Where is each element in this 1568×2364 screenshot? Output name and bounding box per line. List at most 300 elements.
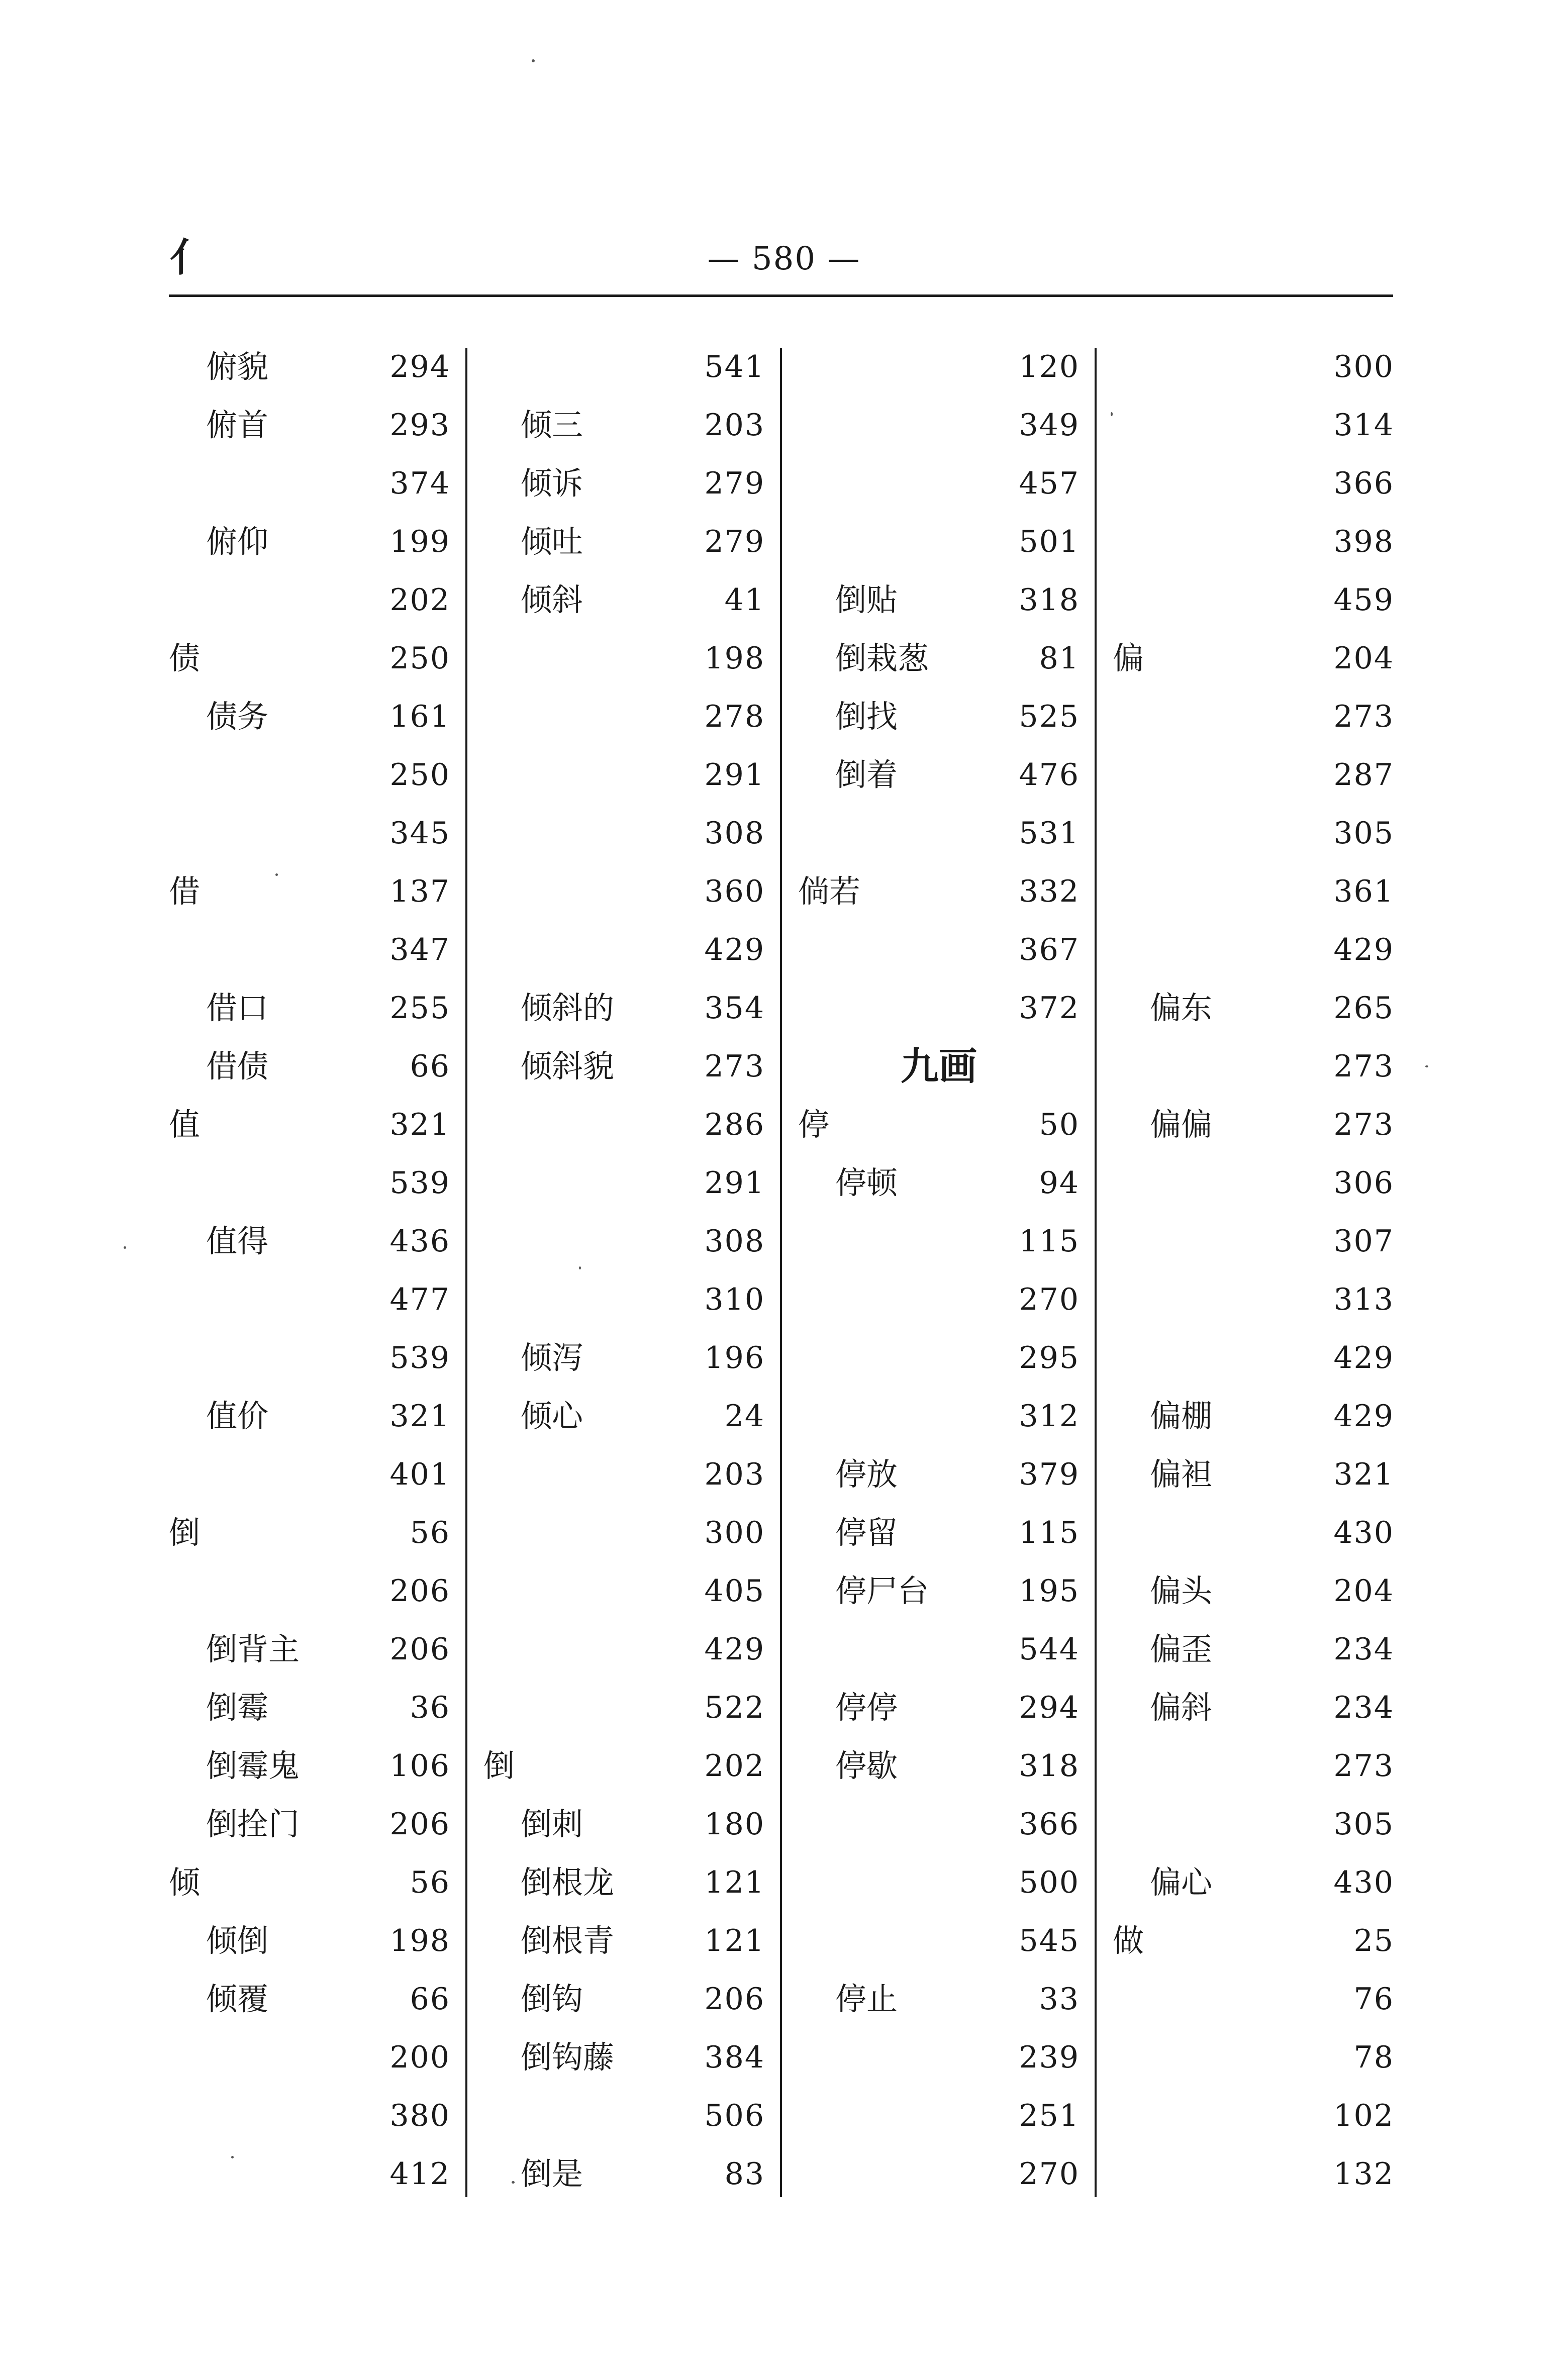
index-entry [169, 979, 465, 1037]
page-header [0, 0, 1568, 302]
index-subentry: 俯貌 [206, 348, 269, 385]
index-entry [1113, 804, 1409, 862]
index-entry [1113, 1737, 1409, 1795]
index-entry [169, 1853, 465, 1912]
index-entry [798, 1620, 1095, 1679]
index-body [169, 338, 1393, 2197]
index-entry [1113, 1154, 1409, 1212]
index-subentry: 偏歪 [1150, 1631, 1213, 1667]
index-entry [798, 1970, 1095, 2028]
page-reference: 250 [389, 757, 450, 793]
index-entry [1113, 338, 1409, 396]
index-entry [798, 571, 1095, 629]
index-subentry: 倾诉 [521, 465, 583, 502]
index-entry [483, 687, 780, 746]
index-entry [1113, 1853, 1409, 1912]
index-entry [483, 1912, 780, 1970]
page-reference: 94 [1039, 1165, 1080, 1201]
page-reference: 56 [410, 1865, 450, 1900]
page-reference: 132 [1333, 2156, 1394, 2192]
index-headword: 偏 [1113, 640, 1144, 676]
page-reference: 321 [389, 1107, 450, 1142]
index-entry [483, 1970, 780, 2028]
page-reference: 401 [389, 1457, 450, 1492]
page-reference: 270 [1019, 2156, 1080, 2192]
index-entry [483, 629, 780, 687]
index-subentry: 倾斜 [521, 581, 583, 618]
page-reference: 360 [704, 874, 765, 909]
page-reference: 300 [1333, 349, 1394, 384]
page-reference: 384 [704, 2040, 765, 2075]
index-entry [169, 1387, 465, 1445]
page-reference: 366 [1333, 466, 1394, 501]
index-subentry: 停歇 [835, 1747, 898, 1784]
page-reference: 278 [704, 699, 765, 734]
page-reference: 305 [1333, 816, 1394, 851]
index-subentry: 停停 [835, 1689, 898, 1726]
index-entry [483, 1679, 780, 1737]
scan-speck [231, 2156, 234, 2158]
index-entry [169, 862, 465, 921]
index-subentry: 倒根龙 [521, 1864, 615, 1901]
section-title: 九画 [901, 1044, 977, 1089]
index-entry [169, 2145, 465, 2203]
index-subentry: 停放 [835, 1456, 898, 1493]
index-entry [1113, 396, 1409, 454]
page-reference: 308 [704, 1224, 765, 1259]
index-entry [169, 1912, 465, 1970]
scan-speck [532, 59, 535, 62]
page-reference: 287 [1333, 757, 1394, 793]
page-reference: 198 [389, 1923, 450, 1958]
page-reference: 239 [1019, 2040, 1080, 2075]
index-entry [483, 746, 780, 804]
page-reference: 50 [1039, 1107, 1080, 1142]
page-reference: 361 [1333, 874, 1394, 909]
page-reference: 137 [389, 874, 450, 909]
page-reference: 318 [1019, 1748, 1080, 1784]
index-entry [1113, 1970, 1409, 2028]
index-entry [169, 571, 465, 629]
page-reference: 308 [704, 816, 765, 851]
index-column-3 [798, 338, 1095, 2197]
index-subentry: 停止 [835, 1981, 898, 2017]
page-reference: 273 [1333, 699, 1394, 734]
index-headword: 倒 [483, 1747, 515, 1784]
index-subentry: 倾倒 [206, 1922, 269, 1959]
page-reference: 318 [1019, 582, 1080, 618]
page-reference: 198 [704, 641, 765, 676]
page-reference: 196 [704, 1340, 765, 1375]
index-entry [483, 1795, 780, 1853]
page-reference: 115 [1019, 1515, 1080, 1550]
index-subentry: 偏棚 [1150, 1398, 1213, 1434]
page-reference: 545 [1019, 1923, 1080, 1958]
page-reference: 25 [1353, 1923, 1394, 1958]
index-entry [483, 2087, 780, 2145]
page-reference: 180 [704, 1807, 765, 1842]
page-reference: 78 [1353, 2040, 1394, 2075]
page-reference: 405 [704, 1573, 765, 1609]
index-entry [169, 1620, 465, 1679]
index-entry [798, 804, 1095, 862]
index-subentry: 倒着 [835, 756, 898, 793]
index-entry [483, 862, 780, 921]
page-reference: 66 [410, 1982, 450, 2017]
page-reference: 380 [389, 2098, 450, 2133]
index-entry [798, 1912, 1095, 1970]
index-entry [483, 1212, 780, 1270]
page-reference: 279 [704, 466, 765, 501]
index-subentry: 倾泻 [521, 1339, 583, 1376]
page-reference: 202 [389, 582, 450, 618]
page-reference: 544 [1019, 1632, 1080, 1667]
index-subentry: 倾心 [521, 1398, 583, 1434]
index-entry [1113, 687, 1409, 746]
index-subentry: 倒钩藤 [521, 2039, 615, 2076]
index-entry [798, 746, 1095, 804]
index-entry [169, 338, 465, 396]
page-reference: 293 [389, 408, 450, 443]
scan-speck [1111, 412, 1113, 416]
index-subentry: 偏心 [1150, 1864, 1213, 1901]
index-subentry: 俯仰 [206, 523, 269, 560]
index-entry [483, 513, 780, 571]
index-entry [1113, 629, 1409, 687]
page-reference: 459 [1333, 582, 1394, 618]
page-reference: 539 [389, 1165, 450, 1201]
scan-speck [1425, 1065, 1428, 1067]
scan-speck [512, 2181, 515, 2184]
index-column-4 [1113, 338, 1409, 2197]
index-headword: 停 [798, 1106, 830, 1143]
index-entry [798, 1096, 1095, 1154]
index-entry [483, 1270, 780, 1329]
index-entry [169, 513, 465, 571]
index-entry [483, 979, 780, 1037]
page-reference: 430 [1333, 1865, 1394, 1900]
index-subentry: 倾斜的 [521, 990, 615, 1026]
index-entry [1113, 1445, 1409, 1504]
page-reference: 102 [1333, 2098, 1394, 2133]
index-entry [798, 1154, 1095, 1212]
index-subentry: 俯首 [206, 407, 269, 443]
index-entry [1113, 979, 1409, 1037]
index-entry [1113, 1329, 1409, 1387]
page-reference: 250 [389, 641, 450, 676]
index-subentry: 偏偏 [1150, 1106, 1213, 1143]
index-entry [169, 1270, 465, 1329]
page-reference: 115 [1019, 1224, 1080, 1259]
page-reference: 273 [704, 1049, 765, 1084]
page-reference: 234 [1333, 1632, 1394, 1667]
page-reference: 429 [1333, 1399, 1394, 1434]
page-reference: 522 [704, 1690, 765, 1725]
page-reference: 367 [1019, 932, 1080, 967]
index-entry [1113, 1212, 1409, 1270]
index-subentry: 倒霉鬼 [206, 1747, 300, 1784]
index-entry [169, 746, 465, 804]
index-entry [483, 1562, 780, 1620]
page-reference: 203 [704, 1457, 765, 1492]
index-entry [798, 629, 1095, 687]
page-reference: 206 [704, 1982, 765, 2017]
index-subentry: 债务 [206, 698, 269, 735]
page-reference: 270 [1019, 1282, 1080, 1317]
index-subentry: 倒拴门 [206, 1806, 300, 1842]
page-reference: 477 [389, 1282, 450, 1317]
index-entry [483, 1737, 780, 1795]
index-subentry: 借口 [206, 990, 269, 1026]
index-entry [483, 1445, 780, 1504]
page-reference: 321 [1333, 1457, 1394, 1492]
scan-speck [124, 1246, 126, 1249]
index-entry [169, 1037, 465, 1096]
page-reference: 291 [704, 757, 765, 793]
page-reference: 203 [704, 408, 765, 443]
index-subentry: 倒找 [835, 698, 898, 735]
index-entry [169, 1504, 465, 1562]
index-entry [798, 1329, 1095, 1387]
page-number: — 580 — [707, 240, 861, 277]
index-entry [169, 1212, 465, 1270]
index-entry [1113, 2028, 1409, 2087]
index-entry [483, 571, 780, 629]
page-reference: 313 [1333, 1282, 1394, 1317]
page-reference: 273 [1333, 1748, 1394, 1784]
index-entry [169, 1970, 465, 2028]
index-entry [169, 921, 465, 979]
index-headword: 倘若 [798, 873, 861, 910]
index-entry [169, 1679, 465, 1737]
page-reference: 541 [704, 349, 765, 384]
index-entry [798, 1737, 1095, 1795]
index-entry [1113, 1037, 1409, 1096]
index-subentry: 偏头 [1150, 1572, 1213, 1609]
page-reference: 273 [1333, 1049, 1394, 1084]
index-entry [483, 338, 780, 396]
index-entry [169, 2087, 465, 2145]
index-headword: 做 [1113, 1922, 1144, 1959]
index-entry [1113, 1562, 1409, 1620]
page-reference: 372 [1019, 991, 1080, 1026]
index-entry [169, 804, 465, 862]
page-reference: 305 [1333, 1807, 1394, 1842]
page-reference: 295 [1019, 1340, 1080, 1375]
index-entry [169, 1154, 465, 1212]
index-entry [483, 1504, 780, 1562]
page-reference: 429 [1333, 1340, 1394, 1375]
column-divider [1095, 348, 1097, 2197]
index-entry [798, 687, 1095, 746]
page-reference: 206 [389, 1807, 450, 1842]
page-reference: 255 [389, 991, 450, 1026]
page-reference: 366 [1019, 1807, 1080, 1842]
page-reference: 476 [1019, 757, 1080, 793]
index-entry [1113, 1795, 1409, 1853]
page-reference: 286 [704, 1107, 765, 1142]
index-entry [169, 1795, 465, 1853]
index-entry [798, 1562, 1095, 1620]
index-subentry: 倒刺 [521, 1806, 583, 1842]
column-divider [465, 348, 467, 2197]
index-entry [1113, 454, 1409, 513]
stroke-section-heading [798, 1037, 1095, 1096]
index-subentry: 停尸台 [835, 1572, 929, 1609]
page-reference: 436 [389, 1224, 450, 1259]
index-entry [169, 396, 465, 454]
page-reference: 273 [1333, 1107, 1394, 1142]
index-entry [798, 1853, 1095, 1912]
scan-speck [275, 873, 278, 876]
index-entry [1113, 1679, 1409, 1737]
index-subentry: 值价 [206, 1398, 269, 1434]
index-subentry: 倾吐 [521, 523, 583, 560]
index-entry [798, 1504, 1095, 1562]
page-reference: 345 [389, 816, 450, 851]
index-entry [1113, 1270, 1409, 1329]
page-reference: 354 [704, 991, 765, 1026]
page-reference: 36 [410, 1690, 450, 1725]
index-entry [1113, 513, 1409, 571]
page-reference: 539 [389, 1340, 450, 1375]
index-entry [169, 1562, 465, 1620]
scan-speck [579, 1266, 581, 1269]
page-reference: 66 [410, 1049, 450, 1084]
page-reference: 204 [1333, 641, 1394, 676]
page-reference: 457 [1019, 466, 1080, 501]
index-subentry: 偏袒 [1150, 1456, 1213, 1493]
index-entry [1113, 1912, 1409, 1970]
index-entry [169, 1737, 465, 1795]
index-subentry: 倒是 [521, 2155, 583, 2192]
radical-heading: 亻 [170, 235, 210, 280]
index-entry [1113, 1387, 1409, 1445]
page-reference: 206 [389, 1573, 450, 1609]
index-subentry: 倾三 [521, 407, 583, 443]
index-headword: 值 [169, 1106, 201, 1143]
page-reference: 41 [724, 582, 765, 618]
index-entry [798, 979, 1095, 1037]
page-reference: 251 [1019, 2098, 1080, 2133]
page-reference: 531 [1019, 816, 1080, 851]
page-reference: 234 [1333, 1690, 1394, 1725]
header-rule [169, 294, 1393, 297]
index-entry [483, 1037, 780, 1096]
index-entry [483, 1620, 780, 1679]
index-subentry: 倾斜貌 [521, 1048, 615, 1085]
index-headword: 债 [169, 640, 201, 676]
index-entry [798, 862, 1095, 921]
index-subentry: 倒背主 [206, 1631, 300, 1667]
page-reference: 204 [1333, 1573, 1394, 1609]
index-entry [483, 1154, 780, 1212]
page-reference: 81 [1039, 641, 1080, 676]
page-reference: 525 [1019, 699, 1080, 734]
column-divider [780, 348, 782, 2197]
page-reference: 195 [1019, 1573, 1080, 1609]
index-entry [169, 454, 465, 513]
index-entry [169, 1445, 465, 1504]
index-entry [798, 454, 1095, 513]
index-entry [483, 2028, 780, 2087]
page-reference: 500 [1019, 1865, 1080, 1900]
page-reference: 83 [724, 2156, 765, 2192]
index-subentry: 倾覆 [206, 1981, 269, 2017]
index-subentry: 倒钩 [521, 1981, 583, 2017]
page-reference: 312 [1019, 1399, 1080, 1434]
index-entry [798, 1387, 1095, 1445]
page-reference: 398 [1333, 524, 1394, 559]
index-entry [483, 2145, 780, 2203]
page-reference: 429 [704, 1632, 765, 1667]
index-entry [483, 454, 780, 513]
index-subentry: 倒栽葱 [835, 640, 929, 676]
index-entry [483, 1096, 780, 1154]
page-reference: 306 [1333, 1165, 1394, 1201]
page-reference: 199 [389, 524, 450, 559]
index-entry [1113, 862, 1409, 921]
index-entry [798, 921, 1095, 979]
page-reference: 294 [389, 349, 450, 384]
index-entry [1113, 571, 1409, 629]
page-reference: 56 [410, 1515, 450, 1550]
page-reference: 279 [704, 524, 765, 559]
index-entry [1113, 921, 1409, 979]
index-subentry: 倒根青 [521, 1922, 615, 1959]
page-reference: 379 [1019, 1457, 1080, 1492]
page-reference: 121 [704, 1865, 765, 1900]
index-entry [169, 629, 465, 687]
index-entry [483, 1853, 780, 1912]
index-entry [798, 513, 1095, 571]
page-reference: 24 [724, 1399, 765, 1434]
page-reference: 314 [1333, 408, 1394, 443]
index-subentry: 值得 [206, 1223, 269, 1259]
index-entry [798, 396, 1095, 454]
page-reference: 294 [1019, 1690, 1080, 1725]
index-subentry: 偏东 [1150, 990, 1213, 1026]
index-entry [169, 1096, 465, 1154]
page-reference: 206 [389, 1632, 450, 1667]
page-reference: 76 [1353, 1982, 1394, 2017]
index-entry [483, 1387, 780, 1445]
index-entry [1113, 1096, 1409, 1154]
index-headword: 倾 [169, 1864, 201, 1901]
page-reference: 121 [704, 1923, 765, 1958]
page-reference: 349 [1019, 408, 1080, 443]
page-reference: 506 [704, 2098, 765, 2133]
page-reference: 429 [1333, 932, 1394, 967]
index-entry [798, 1795, 1095, 1853]
page-reference: 120 [1019, 349, 1080, 384]
index-entry [1113, 2087, 1409, 2145]
index-entry [169, 2028, 465, 2087]
index-subentry: 倒霉 [206, 1689, 269, 1726]
index-entry [798, 1270, 1095, 1329]
index-entry [798, 1445, 1095, 1504]
page-reference: 321 [389, 1399, 450, 1434]
index-subentry: 借债 [206, 1048, 269, 1085]
index-entry [798, 1679, 1095, 1737]
index-entry [169, 687, 465, 746]
page-reference: 412 [389, 2156, 450, 2192]
page-reference: 202 [704, 1748, 765, 1784]
index-entry [1113, 2145, 1409, 2203]
index-entry [169, 1329, 465, 1387]
page-reference: 310 [704, 1282, 765, 1317]
index-entry [798, 2145, 1095, 2203]
